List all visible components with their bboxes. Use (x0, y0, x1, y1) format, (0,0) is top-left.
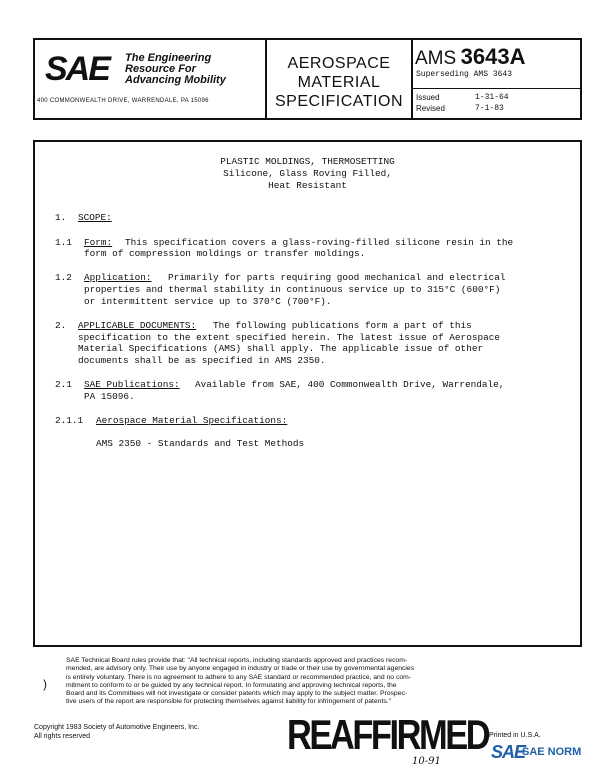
sae-norm-logo: SAE (491, 742, 526, 762)
reaffirmed-stamp: REAFFIRMED (287, 711, 489, 758)
ams-prefix: AMS (415, 48, 457, 69)
doc-title-line: Silicone, Glass Roving Filled, (223, 168, 392, 179)
section-number: 2. (55, 320, 67, 331)
tagline-line: Resource For (125, 63, 196, 75)
section-number: 2.1.1 (55, 415, 84, 426)
paragraph-line: Material Specifications (AMS) shall apply. The applicable issue of other (78, 343, 484, 354)
section-heading: SAE Publications: (84, 379, 180, 390)
header-divider (411, 40, 413, 118)
paragraph-line: properties and thermal stability in continuous service up to 315°C (600°F) (84, 284, 501, 295)
handwritten-date: 10-91 (412, 756, 441, 767)
section-number: 1.2 (55, 272, 72, 283)
sae-tagline (125, 53, 226, 86)
doc-title-line: PLASTIC MOLDINGS, THERMOSETTING (220, 156, 395, 167)
note-line: is entirely voluntary. There is no agreement to adhere to any SAE standard or recommended practice, and no com- (66, 673, 412, 681)
paragraph-line: form of compression moldings or transfer moldings. (84, 248, 366, 259)
spec-title-line: SPECIFICATION (275, 93, 403, 110)
spec-title-line: AEROSPACE (287, 55, 391, 72)
header-divider (413, 88, 582, 89)
sae-norm-wordmark: SAE NORM (522, 746, 582, 758)
copyright-line: Copyright 1983 Society of Automotive Engineers, Inc. (34, 724, 200, 731)
technical-board-note (66, 657, 526, 707)
issued-date: 1-31-64 (475, 93, 509, 102)
section-heading: Form: (84, 237, 113, 248)
paragraph-line: This specification covers a glass-roving-filled silicone resin in the (125, 237, 514, 248)
spec-title-line: MATERIAL (297, 74, 381, 91)
section-number: 1. (55, 212, 67, 223)
section-number: 1.1 (55, 237, 72, 248)
revised-date: 7-1-83 (475, 104, 504, 113)
ams-number: 3643A (460, 44, 526, 69)
issued-label: Issued (416, 93, 440, 102)
paragraph-line: PA 15096. (84, 391, 135, 402)
ams-designation (415, 44, 525, 70)
sae-address: 400 COMMONWEALTH DRIVE, WARRENDALE, PA 15096 (37, 98, 209, 104)
header-box (33, 38, 582, 120)
spec-type-title (267, 54, 411, 111)
list-item: AMS 2350 - Standards and Test Methods (96, 438, 305, 449)
margin-mark: ) (43, 677, 47, 691)
revised-label: Revised (416, 104, 445, 113)
note-line: SAE Technical Board rules provide that: "All technical reports, including standards approved and practices recom- (66, 657, 408, 664)
copyright-line: All rights reserved (34, 733, 91, 740)
paragraph-line: specification to the extent specified herein. The latest issue of Aerospace (78, 332, 500, 343)
copyright-notice (34, 723, 199, 741)
note-line: Board and its Committees will not investigate or consider patents which may apply to the subject matter. Prospec- (66, 690, 408, 698)
section-heading: Aerospace Material Specifications: (96, 415, 288, 426)
paragraph-line: or intermittent service up to 370°C (700°F). (84, 296, 332, 307)
section-heading: APPLICABLE DOCUMENTS: (78, 320, 197, 331)
paragraph-line: The following publications form a part of this (213, 320, 472, 331)
section-number: 2.1 (55, 379, 72, 390)
section-heading: Application: (84, 272, 152, 283)
note-line: mended, are advisory only. Their use by anyone engaged in industry or trade or their use by governmental agencies (66, 665, 415, 673)
section-heading: SCOPE: (78, 212, 112, 223)
tagline-line: The Engineering (125, 52, 212, 64)
printed-in-usa: Printed in U.S.A. (489, 732, 541, 739)
paragraph-line: Primarily for parts requiring good mechanical and electrical (168, 272, 506, 283)
note-line: tive users of the report are responsible for protecting themselves against liability for infringement of patents." (66, 698, 392, 706)
sae-logo: SAE (45, 50, 109, 88)
paragraph-line: documents shall be as specified in AMS 2350. (78, 355, 326, 366)
tagline-line: Advancing Mobility (125, 74, 226, 86)
superseding-note: Superseding AMS 3643 (416, 70, 513, 79)
note-line: mitment to conform to or be guided by any technical report. In formulating and approving technical reports, the (66, 681, 397, 689)
doc-title-line: Heat Resistant (268, 180, 347, 191)
paragraph-line: Available from SAE, 400 Commonwealth Drive, Warrendale, (195, 379, 505, 390)
